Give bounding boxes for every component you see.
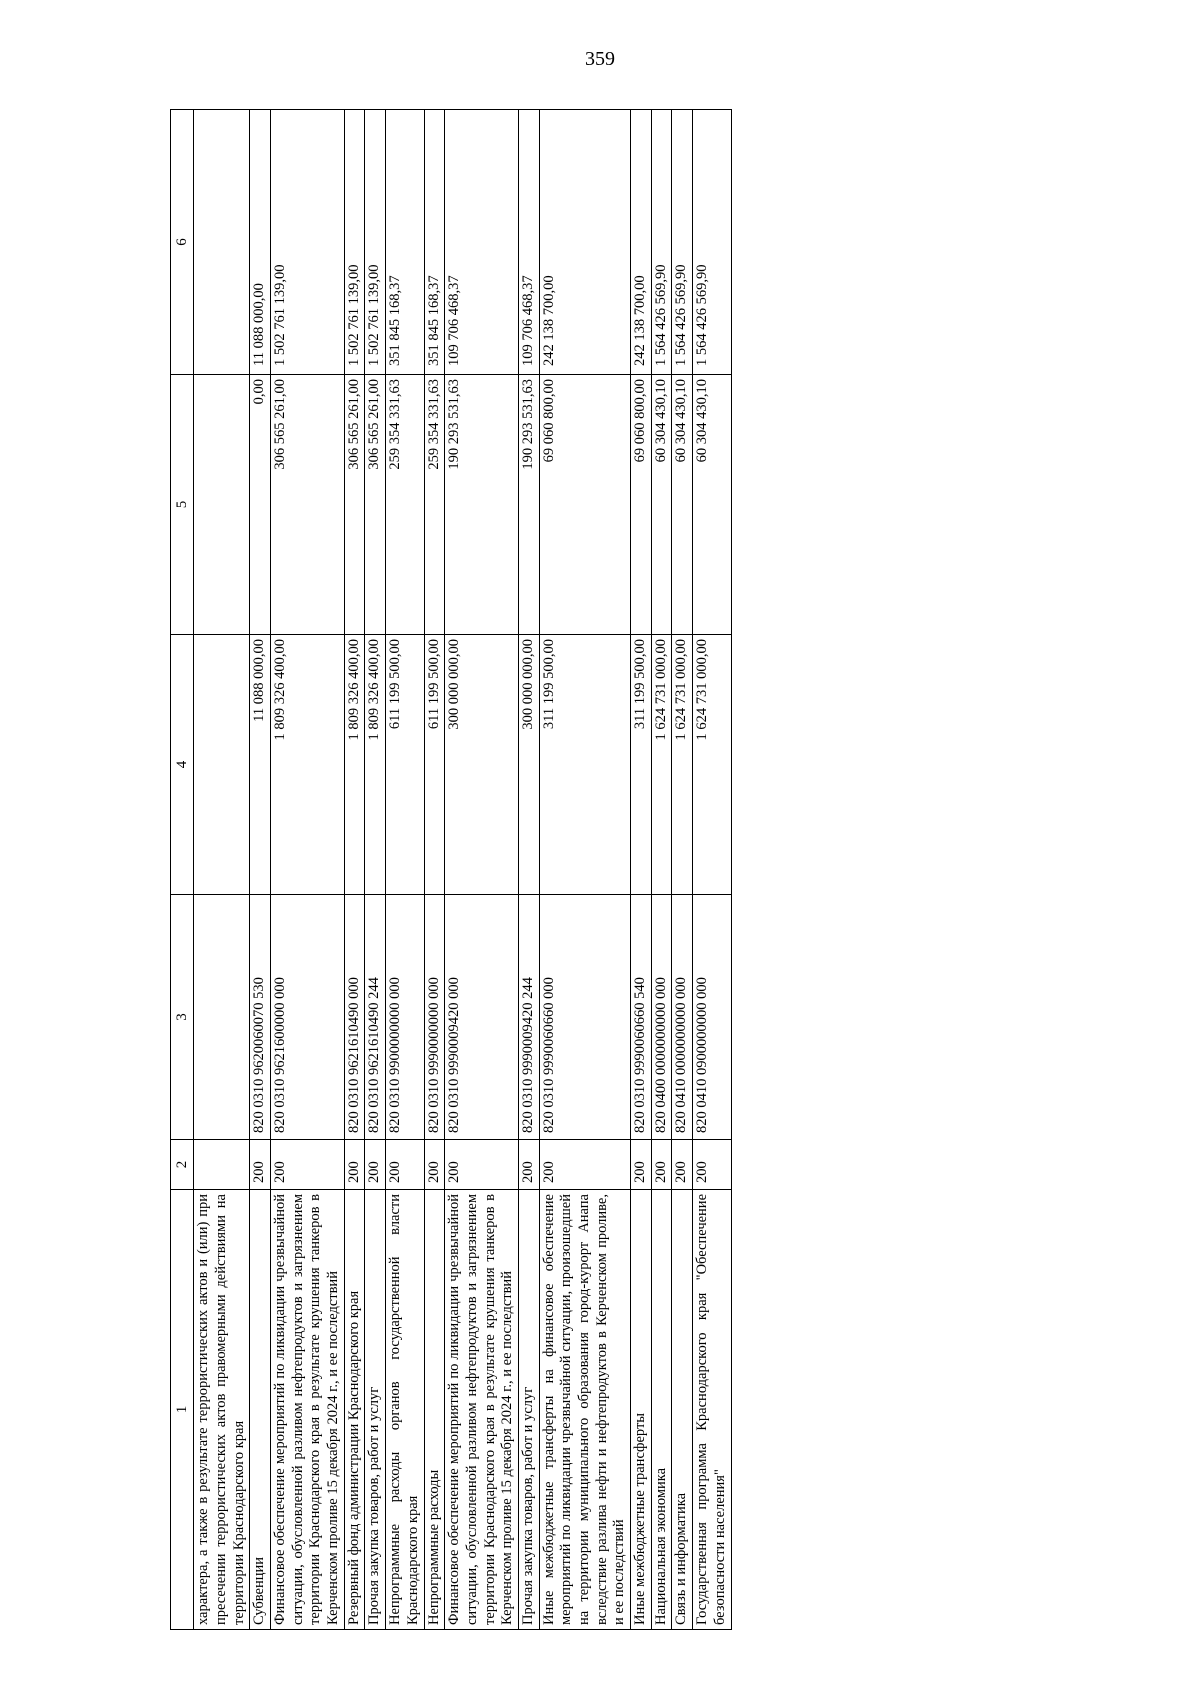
cell-fact: 306 565 261,00 [271,375,345,635]
cell-grbs: 200 [271,1140,345,1190]
cell-remain: 1 564 426 569,90 [693,110,731,375]
cell-fact: 60 304 430,10 [651,375,672,635]
cell-remain: 1 502 761 139,00 [271,110,345,375]
cell-grbs [194,1140,250,1190]
table-row [631,110,652,1630]
cell-remain: 109 706 468,37 [445,110,519,375]
cell-code: 820 0310 9990060660 540 [631,895,652,1140]
cell-plan: 1 624 731 000,00 [651,635,672,895]
cell-fact: 259 354 331,63 [386,375,424,635]
cell-remain: 1 502 761 139,00 [344,110,365,375]
cell-remain: 242 138 700,00 [631,110,652,375]
cell-code: 820 0310 9900000000 000 [386,895,424,1140]
column-header-4: 4 [171,635,194,895]
cell-fact: 259 354 331,63 [424,375,445,635]
table-row [365,110,386,1630]
cell-name: Непрограммные расходы органов государственной власти Краснодарского края [386,1190,424,1630]
table-row [194,110,250,1630]
cell-plan: 11 088 000,00 [250,635,271,895]
cell-code: 820 0310 9621610490 000 [344,895,365,1140]
cell-name: Резервный фонд администрации Краснодарского края [344,1190,365,1630]
cell-fact [194,375,250,635]
cell-remain: 351 845 168,37 [386,110,424,375]
cell-name: Прочая закупка товаров, работ и услуг [365,1190,386,1630]
cell-name: Государственная программа Краснодарского края "Обеспечение безопасности населения" [693,1190,731,1630]
cell-plan: 311 199 500,00 [539,635,630,895]
column-header-6: 6 [171,110,194,375]
cell-grbs: 200 [672,1140,693,1190]
table-row [250,110,271,1630]
cell-fact: 69 060 800,00 [539,375,630,635]
table-row [424,110,445,1630]
cell-code: 820 0310 9990060660 000 [539,895,630,1140]
cell-fact: 306 565 261,00 [365,375,386,635]
cell-code: 820 0310 9621610490 244 [365,895,386,1140]
cell-name: Прочая закупка товаров, работ и услуг [518,1190,539,1630]
column-header-3: 3 [171,895,194,1140]
cell-plan: 611 199 500,00 [424,635,445,895]
cell-name: Непрограммные расходы [424,1190,445,1630]
cell-grbs: 200 [518,1140,539,1190]
cell-grbs: 200 [445,1140,519,1190]
budget-table [170,109,732,1630]
cell-code: 820 0400 0000000000 000 [651,895,672,1140]
cell-grbs: 200 [424,1140,445,1190]
cell-remain: 1 564 426 569,90 [672,110,693,375]
cell-name: Иные межбюджетные трансферты на финансовое обеспечение мероприятий по ликвидации чрезвычайной ситуации, произошедшей на территории муниципального образования город-курорт Анапа вследствие разлива нефти и нефтепродуктов в Керченском проливе, и ее последствий [539,1190,630,1630]
table-row [344,110,365,1630]
cell-name: Национальная экономика [651,1190,672,1630]
cell-fact: 190 293 531,63 [445,375,519,635]
cell-fact: 0,00 [250,375,271,635]
cell-name: характера, а также в результате террористических актов и (или) при пресечении террористических актов правомерными действиями на территории Краснодарского края [194,1190,250,1630]
table-row [672,110,693,1630]
cell-remain: 109 706 468,37 [518,110,539,375]
cell-plan: 1 809 326 400,00 [365,635,386,895]
cell-remain: 1 564 426 569,90 [651,110,672,375]
cell-code: 820 0310 9990009420 000 [445,895,519,1140]
cell-fact: 60 304 430,10 [672,375,693,635]
cell-grbs: 200 [386,1140,424,1190]
cell-fact: 306 565 261,00 [344,375,365,635]
table-header-row [171,110,194,1630]
cell-name: Финансовое обеспечение мероприятий по ликвидации чрезвычайной ситуации, обусловленной разливом нефтепродуктов и загрязнением территории Краснодарского края в результате крушения танкеров в Керченском проливе 15 декабря 2024 г., и ее последствий [271,1190,345,1630]
cell-grbs: 200 [344,1140,365,1190]
cell-name: Финансовое обеспечение мероприятий по ликвидации чрезвычайной ситуации, обусловленной разливом нефтепродуктов и загрязнением территории Краснодарского края в результате крушения танкеров в Керченском проливе 15 декабря 2024 г., и ее последствий [445,1190,519,1630]
cell-remain: 242 138 700,00 [539,110,630,375]
rotated-table-area [170,110,1090,1630]
table-row [651,110,672,1630]
column-header-2: 2 [171,1140,194,1190]
cell-remain: 1 502 761 139,00 [365,110,386,375]
cell-remain: 11 088 000,00 [250,110,271,375]
cell-plan: 1 624 731 000,00 [693,635,731,895]
cell-plan: 311 199 500,00 [631,635,652,895]
cell-grbs: 200 [250,1140,271,1190]
cell-plan: 300 000 000,00 [518,635,539,895]
page-number: 359 [585,48,615,70]
cell-plan: 1 809 326 400,00 [344,635,365,895]
cell-remain [194,110,250,375]
table-row [386,110,424,1630]
cell-grbs: 200 [365,1140,386,1190]
table-row [539,110,630,1630]
cell-plan: 300 000 000,00 [445,635,519,895]
cell-remain: 351 845 168,37 [424,110,445,375]
cell-fact: 60 304 430,10 [693,375,731,635]
cell-plan: 1 624 731 000,00 [672,635,693,895]
table-row [693,110,731,1630]
table-row [271,110,345,1630]
column-header-5: 5 [171,375,194,635]
cell-grbs: 200 [539,1140,630,1190]
cell-grbs: 200 [631,1140,652,1190]
cell-plan [194,635,250,895]
cell-code: 820 0310 9620060070 530 [250,895,271,1140]
cell-plan: 611 199 500,00 [386,635,424,895]
cell-fact: 190 293 531,63 [518,375,539,635]
budget-table-container [170,110,1090,1630]
cell-code [194,895,250,1140]
cell-code: 820 0310 9621600000 000 [271,895,345,1140]
cell-name: Иные межбюджетные трансферты [631,1190,652,1630]
table-row [518,110,539,1630]
cell-name: Связь и информатика [672,1190,693,1630]
cell-code: 820 0410 0000000000 000 [672,895,693,1140]
cell-plan: 1 809 326 400,00 [271,635,345,895]
cell-fact: 69 060 800,00 [631,375,652,635]
table-row [445,110,519,1630]
column-header-1: 1 [171,1190,194,1630]
cell-code: 820 0410 0900000000 000 [693,895,731,1140]
cell-grbs: 200 [693,1140,731,1190]
cell-grbs: 200 [651,1140,672,1190]
table-body [194,110,731,1630]
cell-code: 820 0310 9990009420 244 [518,895,539,1140]
cell-code: 820 0310 9990000000 000 [424,895,445,1140]
cell-name: Субвенции [250,1190,271,1630]
